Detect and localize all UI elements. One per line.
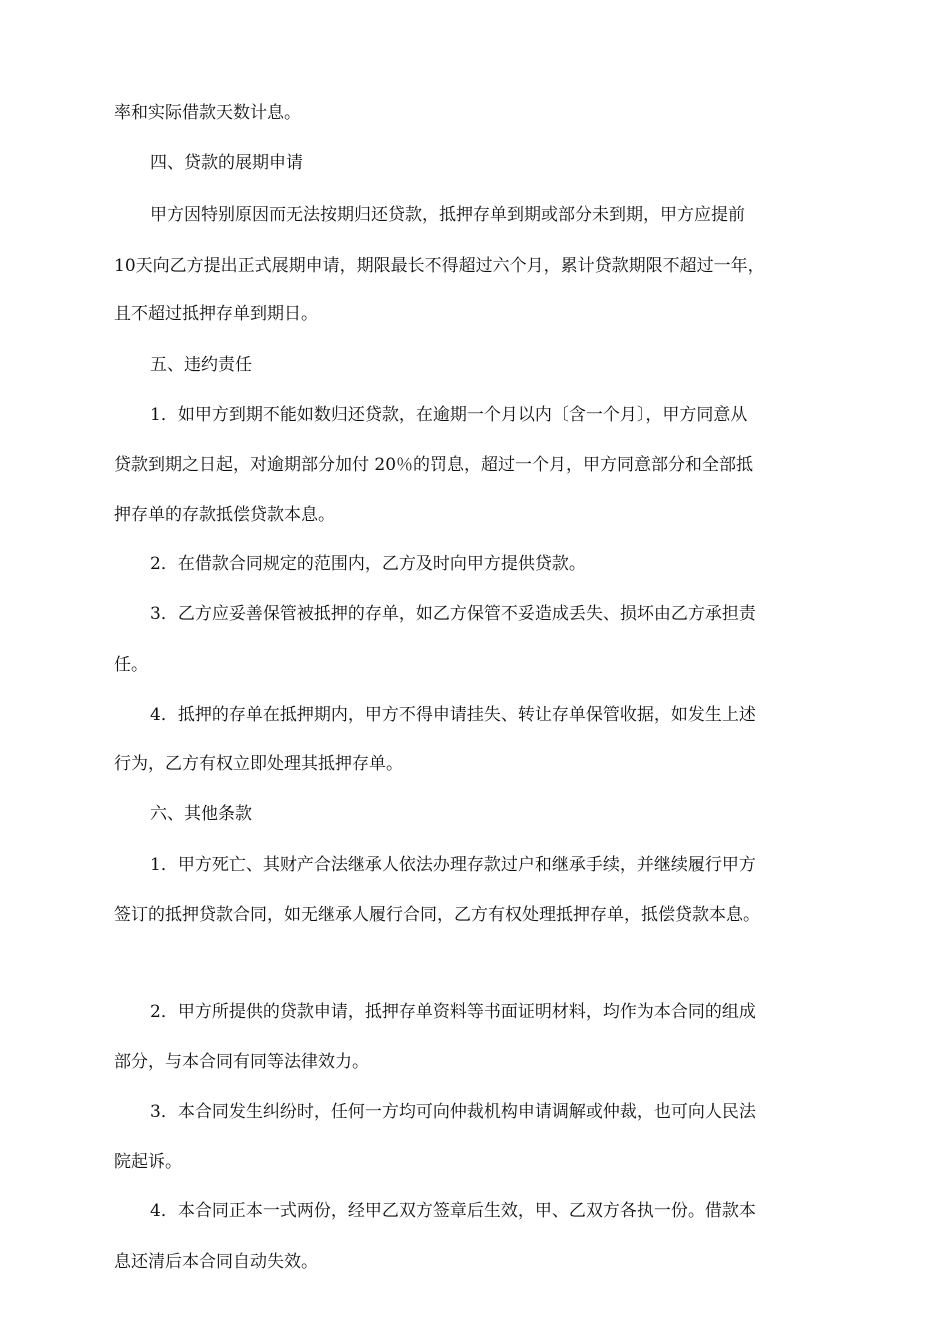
- paragraph-line: 部分，与本合同有同等法律效力。: [114, 1052, 369, 1072]
- paragraph-line: 4．抵押的存单在抵押期内，甲方不得申请挂失、转让存单保管收据，如发生上述: [150, 705, 756, 725]
- paragraph-line: 甲方因特别原因而无法按期归还贷款，抵押存单到期或部分未到期，甲方应提前: [150, 205, 745, 225]
- paragraph-line: 贷款到期之日起，对逾期部分加付 20％的罚息，超过一个月，甲方同意部分和全部抵: [114, 455, 754, 475]
- paragraph-line: 行为，乙方有权立即处理其抵押存单。: [114, 754, 403, 774]
- paragraph-line: 院起诉。: [114, 1152, 182, 1172]
- paragraph-line: 10天向乙方提出正式展期申请，期限最长不得超过六个月，累计贷款期限不超过一年，: [114, 256, 765, 276]
- paragraph-line: 押存单的存款抵偿贷款本息。: [114, 505, 335, 525]
- paragraph-line: 息还清后本合同自动失效。: [114, 1252, 318, 1272]
- paragraph-line: 2．甲方所提供的贷款申请，抵押存单资料等书面证明材料，均作为本合同的组成: [150, 1002, 756, 1022]
- section-heading: 六、其他条款: [150, 804, 252, 824]
- paragraph-line: 3．乙方应妥善保管被抵押的存单，如乙方保管不妥造成丢失、损坏由乙方承担责: [150, 604, 756, 624]
- paragraph-line: 任。: [114, 655, 148, 675]
- section-heading: 四、贷款的展期申请: [150, 153, 303, 173]
- paragraph-line: 1．如甲方到期不能如数归还贷款，在逾期一个月以内〔含一个月〕，甲方同意从: [150, 405, 748, 425]
- paragraph-line: 1．甲方死亡、其财产合法继承人依法办理存款过户和继承手续，并继续履行甲方: [150, 855, 756, 875]
- paragraph-line: 3．本合同发生纠纷时，任何一方均可向仲裁机构申请调解或仲裁，也可向人民法: [150, 1102, 756, 1122]
- paragraph-line: 4．本合同正本一式两份，经甲乙双方签章后生效，甲、乙双方各执一份。借款本: [150, 1201, 756, 1221]
- paragraph-line: 2．在借款合同规定的范围内，乙方及时向甲方提供贷款。: [150, 554, 586, 574]
- paragraph-line: 率和实际借款天数计息。: [114, 103, 301, 123]
- section-heading: 五、违约责任: [150, 355, 252, 375]
- paragraph-line: 且不超过抵押存单到期日。: [114, 304, 318, 324]
- paragraph-line: 签订的抵押贷款合同，如无继承人履行合同，乙方有权处理抵押存单，抵偿贷款本息。: [114, 905, 760, 925]
